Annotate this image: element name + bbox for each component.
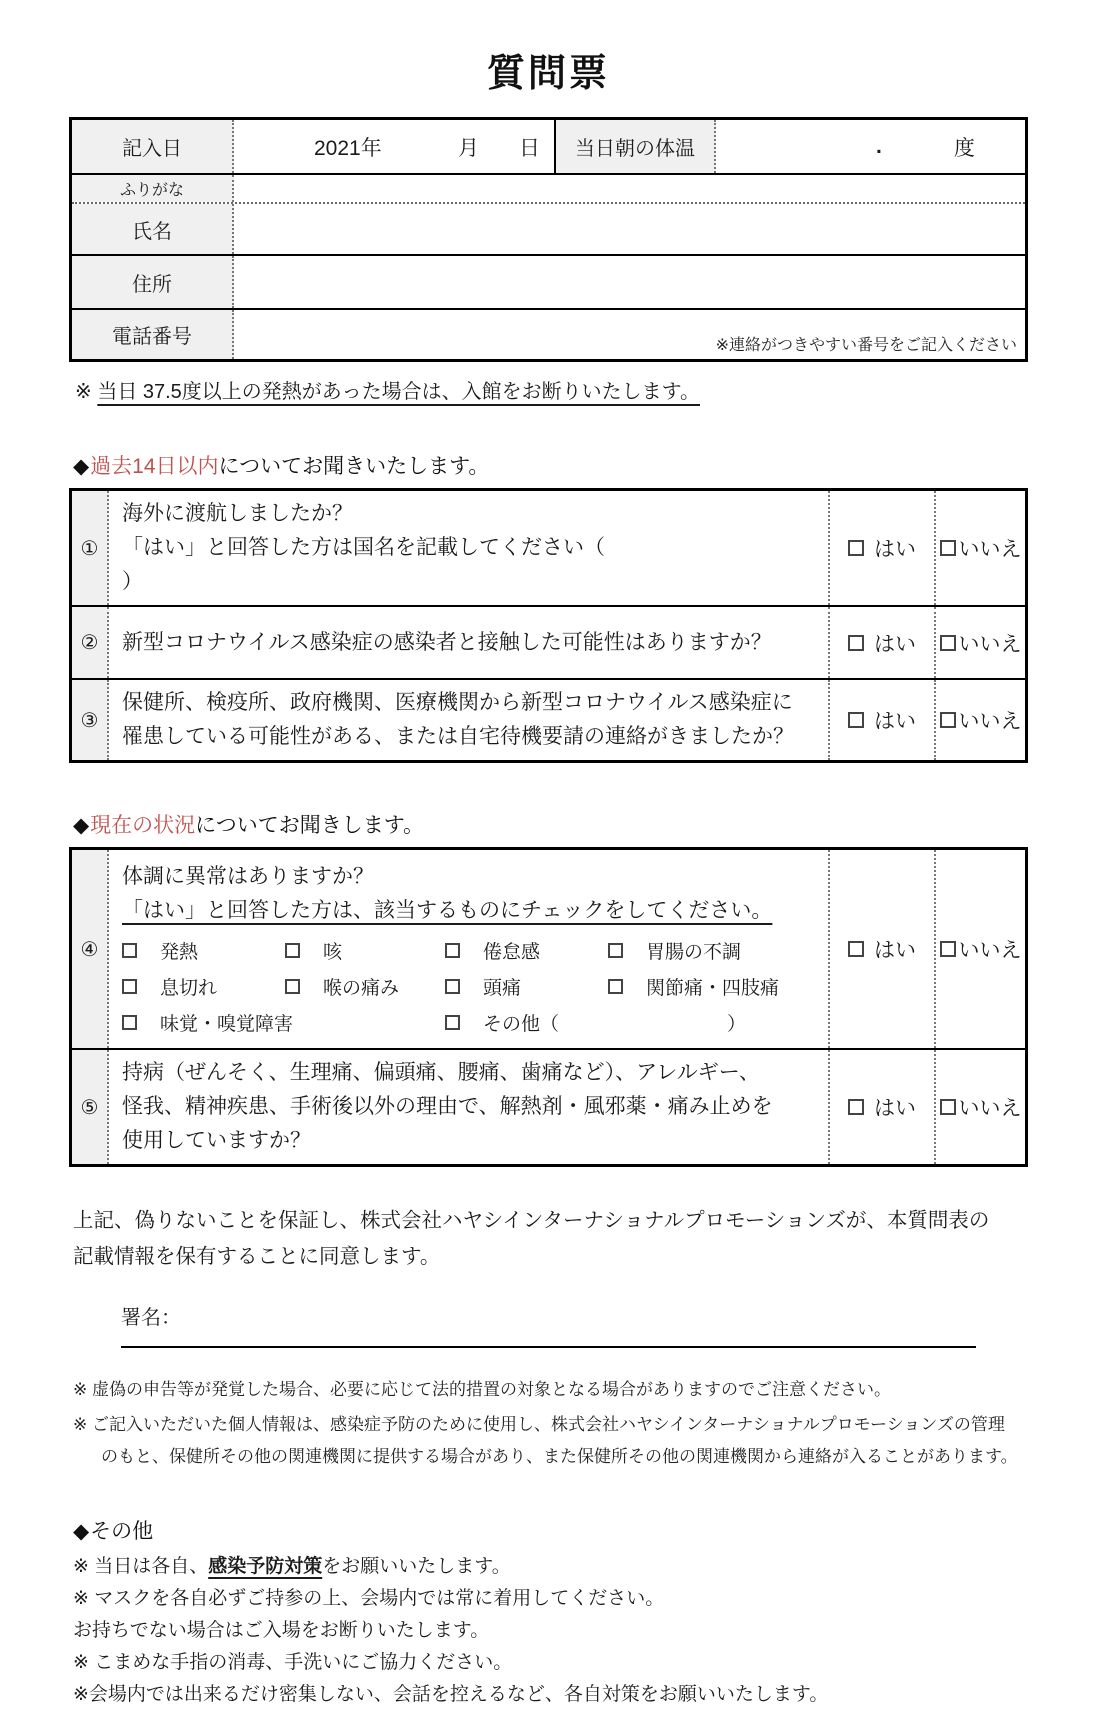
question-1-line2-pre: 「はい」と回答した方は国名を記載してください（ xyxy=(122,536,605,559)
checkbox-throat[interactable] xyxy=(285,979,300,994)
question-5-yes-checkbox[interactable] xyxy=(848,1099,864,1115)
question-4-number: ④ xyxy=(72,850,109,1048)
question-5-line1: 持病（ぜんそく、生理痛、偏頭痛、腰痛、歯痛など）、アレルギー、 xyxy=(122,1061,760,1084)
other-note-5: ※会場内では出来るだけ密集しない、会話を控えるなど、各自対策をお願いいたします。 xyxy=(73,1684,829,1705)
agreement-line1: 上記、偽りないことを保証し、株式会社ハヤシインターナショナルプロモーションズが、本質問表の xyxy=(73,1209,990,1232)
phone-note: ※連絡がつきやすい番号をご記入ください xyxy=(715,337,1017,354)
symptom-row-1 xyxy=(122,937,828,964)
current-status-table xyxy=(69,847,1028,1167)
yes-label: はい xyxy=(874,538,916,561)
infection-prevention-emphasis: 感染予防対策 xyxy=(208,1556,323,1577)
question-5-number: ⑤ xyxy=(72,1050,109,1164)
fever-rejection-note xyxy=(75,375,1028,404)
question-2-yes-cell xyxy=(830,607,936,678)
section-past-14-days-heading xyxy=(73,450,1028,480)
question-2-line1: 新型コロナウイルス感染症の感染者と接触した可能性はありますか？ xyxy=(122,630,772,654)
question-5-yes-cell xyxy=(830,1050,936,1164)
section-past-rest: についてお聞きいたします。 xyxy=(218,455,490,478)
symptom-other-label xyxy=(483,1009,746,1036)
furigana-row xyxy=(72,173,1025,202)
date-day-label: 日 xyxy=(519,136,540,160)
yes-label: はい xyxy=(874,632,916,656)
diamond-icon: ◆ xyxy=(73,814,90,837)
question-2-no-cell xyxy=(936,607,1025,678)
signature-label: 署名： xyxy=(121,1307,181,1329)
question-4-no-cell xyxy=(936,850,1025,1048)
yes-label: はい xyxy=(874,1097,916,1120)
question-5-no-checkbox[interactable] xyxy=(940,1099,956,1115)
no-label: いいえ xyxy=(958,710,1022,733)
symptom-taste-smell-label: 味覚・嗅覚障害 xyxy=(160,1014,294,1035)
question-5-row xyxy=(72,1048,1025,1164)
name-row xyxy=(72,202,1025,254)
question-1-number: ① xyxy=(72,491,109,605)
furigana-label: ふりがな xyxy=(72,175,234,202)
checkbox-headache[interactable] xyxy=(445,979,460,994)
symptom-fatigue-label: 倦怠感 xyxy=(483,942,541,963)
question-1-no-checkbox[interactable] xyxy=(940,540,956,556)
other-note-1-pre: ※ 当日は各自、 xyxy=(73,1556,209,1577)
symptom-fever xyxy=(122,937,285,964)
question-1-yes-checkbox[interactable] xyxy=(848,540,864,556)
symptom-breath xyxy=(122,973,285,1000)
date-label: 記入日 xyxy=(72,120,234,173)
question-4-no-checkbox[interactable] xyxy=(940,941,956,957)
date-month-label: 月 xyxy=(458,136,479,160)
address-input-cell[interactable] xyxy=(234,256,1025,308)
question-2-no-checkbox[interactable] xyxy=(940,635,956,651)
question-2-row xyxy=(72,605,1025,678)
symptom-joint-pain xyxy=(608,973,828,1000)
legal-note-2-line1: ※ ご記入いただいた個人情報は、感染症予防のために使用し、株式会社ハヤシインターナショナルプロモーションズの管理 xyxy=(73,1415,1005,1434)
question-1-line2 xyxy=(122,531,828,599)
signature-block xyxy=(69,1301,1028,1330)
question-2-number: ② xyxy=(72,607,109,678)
symptom-row-2 xyxy=(122,973,828,1000)
temperature-unit-label: 度 xyxy=(953,136,975,160)
symptom-headache-label: 頭痛 xyxy=(483,978,522,999)
date-year-label: 2021年 xyxy=(314,136,382,160)
no-label: いいえ xyxy=(958,1097,1022,1120)
agreement-statement xyxy=(73,1203,1028,1275)
legal-note-1-text: ※ 虚偽の申告等が発覚した場合、必要に応じて法的措置の対象となる場合がありますのでご注意ください。 xyxy=(73,1380,891,1399)
question-3-line2: 罹患している可能性がある、または自宅待機要請の連絡がきましたか？ xyxy=(122,725,794,748)
checkbox-fatigue[interactable] xyxy=(445,943,460,958)
section-current-rest: についてお聞きします。 xyxy=(195,814,425,837)
checkbox-fever[interactable] xyxy=(122,943,137,958)
signature-line[interactable] xyxy=(121,1346,976,1348)
symptom-headache xyxy=(445,973,608,1000)
section-other-label: その他 xyxy=(90,1520,154,1543)
section-other-heading xyxy=(73,1515,1028,1545)
legal-note-1 xyxy=(73,1374,1028,1406)
page-title: 質問票 xyxy=(486,53,610,95)
symptom-row-3 xyxy=(122,1009,828,1036)
section-current-highlight: 現在の状況 xyxy=(90,814,196,837)
past-14-days-table xyxy=(69,488,1028,763)
date-row xyxy=(72,120,1025,173)
name-input-cell[interactable] xyxy=(234,204,1025,254)
question-3-row xyxy=(72,678,1025,760)
question-3-line1: 保健所、検疫所、政府機関、医療機関から新型コロナウイルス感染症に xyxy=(122,691,793,714)
no-label: いいえ xyxy=(958,939,1022,962)
yes-label: はい xyxy=(874,710,916,733)
question-5-text xyxy=(109,1050,830,1164)
symptom-cough xyxy=(285,937,445,964)
phone-row xyxy=(72,308,1025,359)
symptom-cough-label: 咳 xyxy=(323,942,343,963)
symptom-throat-label: 喉の痛み xyxy=(323,978,400,999)
question-5-no-cell xyxy=(936,1050,1025,1164)
checkbox-stomach[interactable] xyxy=(608,943,623,958)
page-content xyxy=(69,42,1028,1710)
question-4-yes-checkbox[interactable] xyxy=(848,941,864,957)
symptom-stomach-label: 胃腸の不調 xyxy=(646,942,742,963)
question-1-no-cell xyxy=(936,491,1025,605)
legal-notes xyxy=(73,1374,1028,1473)
yes-label: はい xyxy=(874,939,916,962)
question-4-yes-cell xyxy=(830,850,936,1048)
no-label: いいえ xyxy=(958,632,1022,656)
question-1-yes-cell xyxy=(830,491,936,605)
other-notes xyxy=(73,1551,1028,1710)
question-1-row xyxy=(72,491,1025,605)
diamond-icon: ◆ xyxy=(73,1520,90,1543)
question-4-line1: 体調に異常はありますか？ xyxy=(122,865,374,888)
question-3-no-cell xyxy=(936,680,1025,760)
symptom-stomach xyxy=(608,937,828,964)
symptom-breath-label: 息切れ xyxy=(160,978,218,999)
question-3-yes-checkbox[interactable] xyxy=(848,712,864,728)
other-note-1 xyxy=(73,1551,1028,1582)
date-input-cell[interactable] xyxy=(234,120,556,173)
question-5-line3: 使用していますか？ xyxy=(122,1129,311,1152)
temperature-label: 当日朝の体温 xyxy=(556,120,716,173)
address-label: 住所 xyxy=(72,256,234,308)
symptom-other-close: ） xyxy=(727,1014,747,1035)
question-1-line1: 海外に渡航しましたか？ xyxy=(122,502,353,525)
checkbox-other[interactable] xyxy=(445,1015,460,1030)
checkbox-cough[interactable] xyxy=(285,943,300,958)
no-label: いいえ xyxy=(958,538,1022,561)
question-4-row xyxy=(72,850,1025,1048)
question-4-text xyxy=(109,850,830,1048)
question-4-instruction: 「はい」と回答した方は、該当するものにチェックをしてください。 xyxy=(122,899,773,922)
symptom-fever-label: 発熱 xyxy=(160,942,199,963)
question-2-text xyxy=(109,607,830,678)
symptom-joint-pain-label: 関節痛・四肢痛 xyxy=(646,978,780,999)
checkbox-taste-smell[interactable] xyxy=(122,1015,137,1030)
question-3-no-checkbox[interactable] xyxy=(940,712,956,728)
question-3-yes-cell xyxy=(830,680,936,760)
question-5-line2: 怪我、精神疾患、手術後以外の理由で、解熱剤・風邪薬・痛み止めを xyxy=(122,1095,773,1118)
checkbox-joint-pain[interactable] xyxy=(608,979,623,994)
other-note-2: ※ マスクを各自必ずご持参の上、会場内では常に着用してください。 xyxy=(73,1588,665,1609)
personal-info-table xyxy=(69,117,1028,362)
phone-label: 電話番号 xyxy=(72,310,234,359)
question-1-text xyxy=(109,491,830,605)
question-2-yes-checkbox[interactable] xyxy=(848,635,864,651)
agreement-line2: 記載情報を保有することに同意します。 xyxy=(73,1245,441,1268)
section-current-status-heading xyxy=(73,809,1028,839)
question-3-text xyxy=(109,680,830,760)
checkbox-breath[interactable] xyxy=(122,979,137,994)
fever-rejection-text: 当日 37.5度以上の発熱があった場合は、入館をお断りいたします。 xyxy=(97,381,701,403)
other-note-1-post: をお願いいたします。 xyxy=(322,1556,511,1577)
symptom-fatigue xyxy=(445,937,608,964)
question-1-line2-close: ） xyxy=(122,570,143,593)
note-marker: ※ xyxy=(75,381,92,403)
symptom-other-pre: その他（ xyxy=(483,1014,560,1035)
legal-note-2 xyxy=(73,1409,1028,1473)
temperature-decimal-point: . xyxy=(876,134,882,158)
symptom-taste-smell xyxy=(122,1009,445,1036)
other-note-4: ※ こまめな手指の消毒、手洗いにご協力ください。 xyxy=(73,1652,513,1673)
other-note-3: お持ちでない場合はご入場をお断りいたします。 xyxy=(73,1620,490,1641)
question-3-number: ③ xyxy=(72,680,109,760)
questionnaire-page xyxy=(0,42,1097,1705)
temperature-input-cell[interactable] xyxy=(716,120,1025,173)
legal-note-2-line2: のもと、保健所その他の関連機関に提供する場合があり、また保健所その他の関連機関から連絡が入ることがあります。 xyxy=(101,1447,1018,1466)
diamond-icon: ◆ xyxy=(73,455,90,478)
symptom-throat xyxy=(285,973,445,1000)
section-past-highlight: 過去14日以内 xyxy=(90,455,219,478)
phone-input-cell[interactable] xyxy=(234,310,1025,359)
symptom-other xyxy=(445,1009,746,1036)
address-row xyxy=(72,254,1025,308)
furigana-input-cell[interactable] xyxy=(234,175,1025,202)
name-label: 氏名 xyxy=(72,204,234,254)
